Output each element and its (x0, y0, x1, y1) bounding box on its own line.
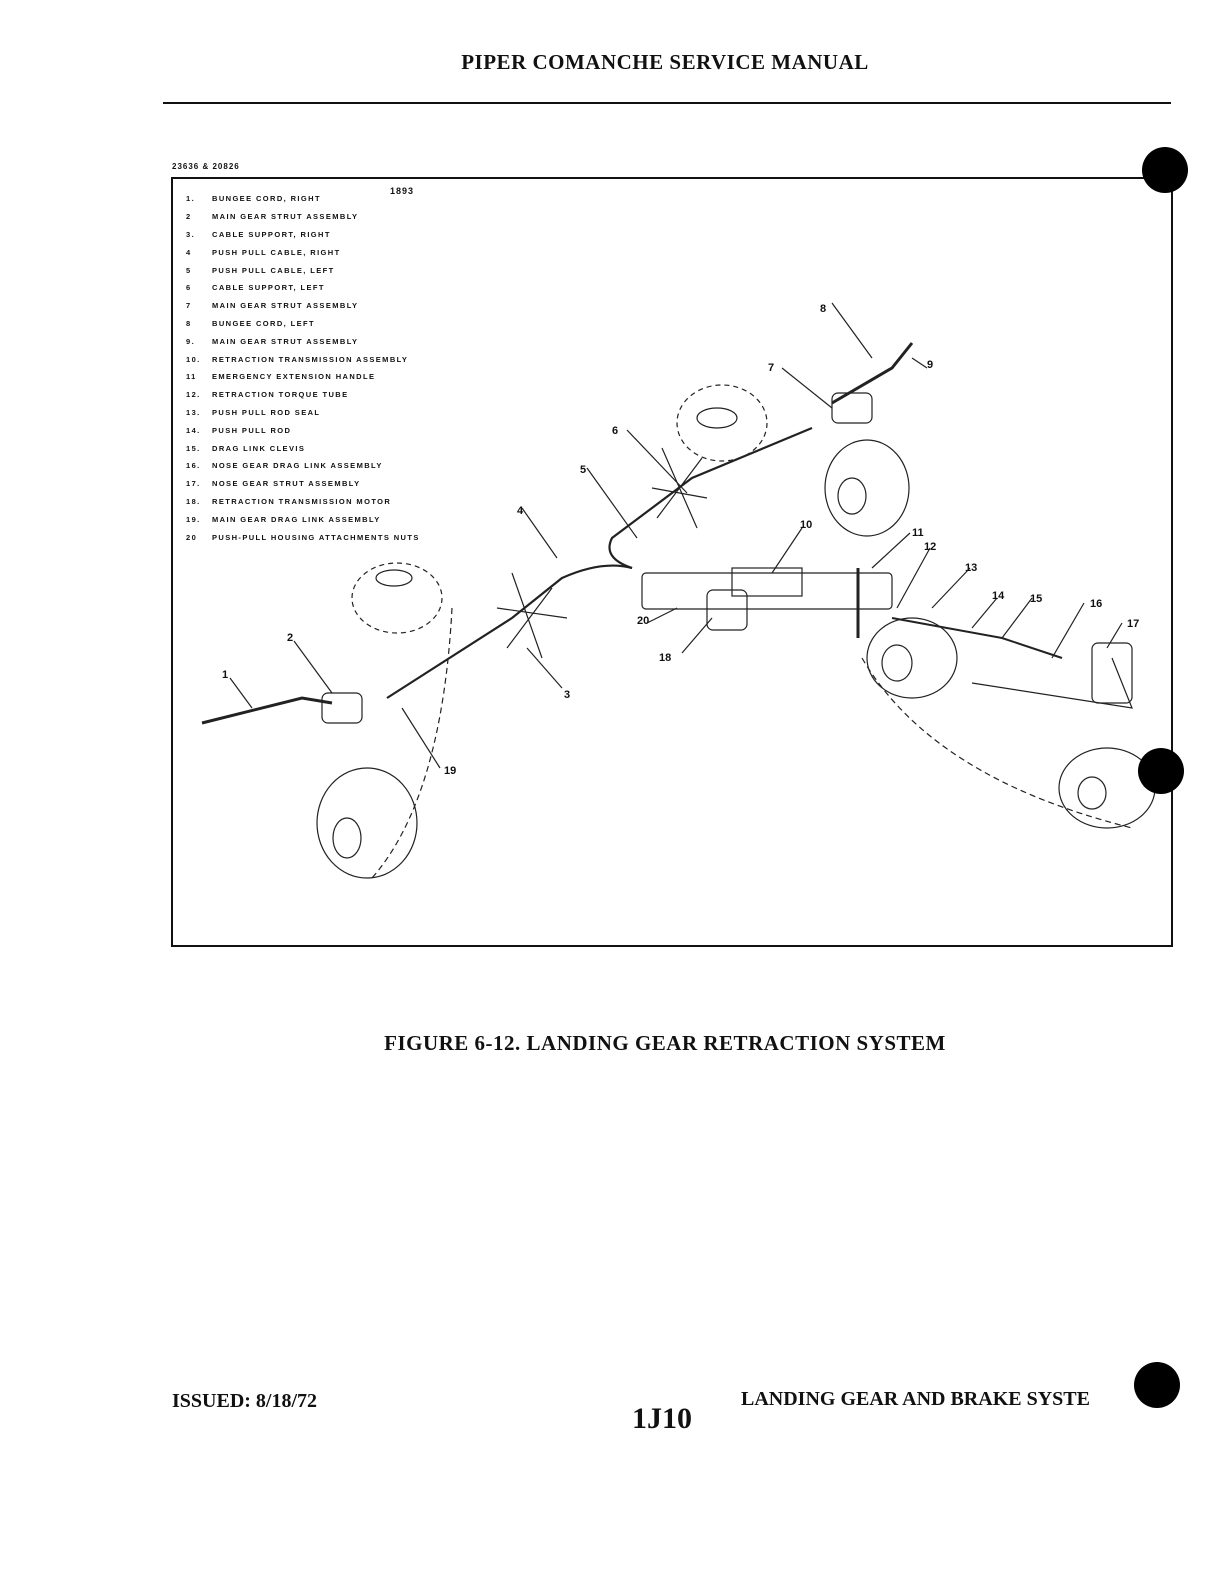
legend-item (186, 368, 420, 386)
left-tire-outline (677, 385, 767, 461)
main-gear-strut-left (832, 393, 872, 423)
bungee-cord-right (202, 698, 332, 723)
legend-label: PUSH PULL CABLE, LEFT (212, 265, 335, 275)
legend-number: 19. (186, 514, 201, 524)
legend-item (186, 243, 420, 261)
legend-number: 20 (186, 532, 198, 542)
cable-support-right (497, 573, 567, 658)
callout-1: 1 (222, 669, 229, 681)
callout-3: 3 (564, 689, 571, 701)
document-number: 23636 & 20826 (172, 162, 240, 171)
callout-5: 5 (580, 464, 587, 476)
legend-item (186, 315, 420, 333)
binder-hole-bottom (1134, 1362, 1180, 1408)
cable-support-left (652, 448, 707, 528)
binder-hole-middle (1138, 748, 1184, 794)
callout-13: 13 (965, 562, 978, 574)
legend-number: 12. (186, 390, 201, 400)
legend-number: 16. (186, 461, 201, 471)
legend-label: PUSH-PULL HOUSING ATTACHMENTS NUTS (212, 532, 420, 542)
transmission-assembly (732, 568, 802, 596)
callout-10: 10 (800, 519, 813, 531)
legend-label: PUSH PULL CABLE, RIGHT (212, 247, 341, 257)
legend-item (186, 279, 420, 297)
legend-label: MAIN GEAR STRUT ASSEMBLY (212, 212, 359, 222)
legend-label: MAIN GEAR DRAG LINK ASSEMBLY (212, 514, 381, 524)
legend-number: 2 (186, 212, 192, 222)
callout-2: 2 (287, 632, 294, 644)
callout-12: 12 (924, 541, 937, 553)
callout-6: 6 (612, 425, 619, 437)
callout-17: 17 (1127, 618, 1140, 630)
retraction-torque-tube (642, 573, 892, 609)
legend-label: RETRACTION TORQUE TUBE (212, 390, 349, 400)
legend-item (186, 457, 420, 475)
drawing-number: 1893 (390, 186, 415, 196)
parts-legend (186, 190, 420, 546)
legend-label: NOSE GEAR DRAG LINK ASSEMBLY (212, 461, 383, 471)
legend-number: 1. (186, 194, 196, 204)
callout-18: 18 (659, 652, 672, 664)
legend-number: 17. (186, 479, 201, 489)
callout-8: 8 (820, 303, 827, 315)
legend-number: 7 (186, 301, 192, 311)
legend-item (186, 350, 420, 368)
binder-hole-top (1142, 147, 1188, 193)
legend-item (186, 332, 420, 350)
legend-number: 5 (186, 265, 192, 275)
page-code: 1J10 (632, 1402, 692, 1435)
right-tire-outline (352, 563, 442, 633)
legend-item (186, 493, 420, 511)
legend-item (186, 226, 420, 244)
issued-date: ISSUED: 8/18/72 (172, 1390, 318, 1412)
legend-label: DRAG LINK CLEVIS (212, 443, 306, 453)
callout-4: 4 (517, 505, 524, 517)
legend-label: BUNGEE CORD, RIGHT (212, 194, 321, 204)
legend-number: 10. (186, 354, 201, 364)
legend-number: 4 (186, 247, 192, 257)
left-wheel-disc (697, 408, 737, 428)
legend-number: 9. (186, 336, 196, 346)
legend-number: 8 (186, 318, 192, 328)
figure-caption: FIGURE 6-12. LANDING GEAR RETRACTION SYSTEM (384, 1031, 946, 1055)
callout-14: 14 (992, 590, 1005, 602)
legend-number: 11 (186, 372, 197, 382)
legend-item (186, 297, 420, 315)
legend-label: MAIN GEAR STRUT ASSEMBLY (212, 336, 359, 346)
legend-label: NOSE GEAR STRUT ASSEMBLY (212, 479, 361, 489)
legend-item (186, 208, 420, 226)
legend-label: PUSH PULL ROD (212, 425, 292, 435)
callout-19: 19 (444, 765, 457, 777)
main-gear-strut-right (322, 693, 362, 723)
callout-16: 16 (1090, 598, 1103, 610)
push-pull-cable-left (610, 428, 813, 568)
callout-11: 11 (912, 527, 924, 539)
legend-item (186, 386, 420, 404)
callout-7: 7 (768, 362, 775, 374)
legend-number: 13. (186, 407, 201, 417)
right-main-wheel (317, 768, 417, 878)
section-title: LANDING GEAR AND BRAKE SYSTE (741, 1388, 1090, 1410)
legend-number: 18. (186, 496, 201, 506)
push-pull-cable-right (387, 566, 632, 698)
push-pull-rod (892, 618, 1062, 658)
header-rule (163, 102, 1171, 104)
nose-drag-link (972, 658, 1132, 708)
legend-item (186, 421, 420, 439)
callout-15: 15 (1030, 593, 1043, 605)
legend-label: RETRACTION TRANSMISSION ASSEMBLY (212, 354, 409, 364)
manual-title: PIPER COMANCHE SERVICE MANUAL (461, 50, 869, 74)
callout-9: 9 (927, 359, 934, 371)
legend-label: CABLE SUPPORT, LEFT (212, 283, 325, 293)
legend-label: CABLE SUPPORT, RIGHT (212, 229, 331, 239)
legend-label: PUSH PULL ROD SEAL (212, 407, 321, 417)
bungee-cord-left (832, 343, 912, 403)
legend-number: 15. (186, 443, 201, 453)
legend-item (186, 190, 420, 208)
legend-label: BUNGEE CORD, LEFT (212, 318, 315, 328)
legend-item (186, 261, 420, 279)
legend-number: 14. (186, 425, 201, 435)
callout-20: 20 (637, 615, 650, 627)
legend-item (186, 475, 420, 493)
legend-item (186, 510, 420, 528)
legend-number: 3. (186, 229, 196, 239)
legend-item (186, 528, 420, 546)
legend-label: MAIN GEAR STRUT ASSEMBLY (212, 301, 359, 311)
legend-item (186, 439, 420, 457)
legend-label: EMERGENCY EXTENSION HANDLE (212, 372, 376, 382)
legend-item (186, 404, 420, 422)
left-main-wheel (825, 440, 909, 536)
legend-label: RETRACTION TRANSMISSION MOTOR (212, 496, 392, 506)
legend-number: 6 (186, 283, 192, 293)
